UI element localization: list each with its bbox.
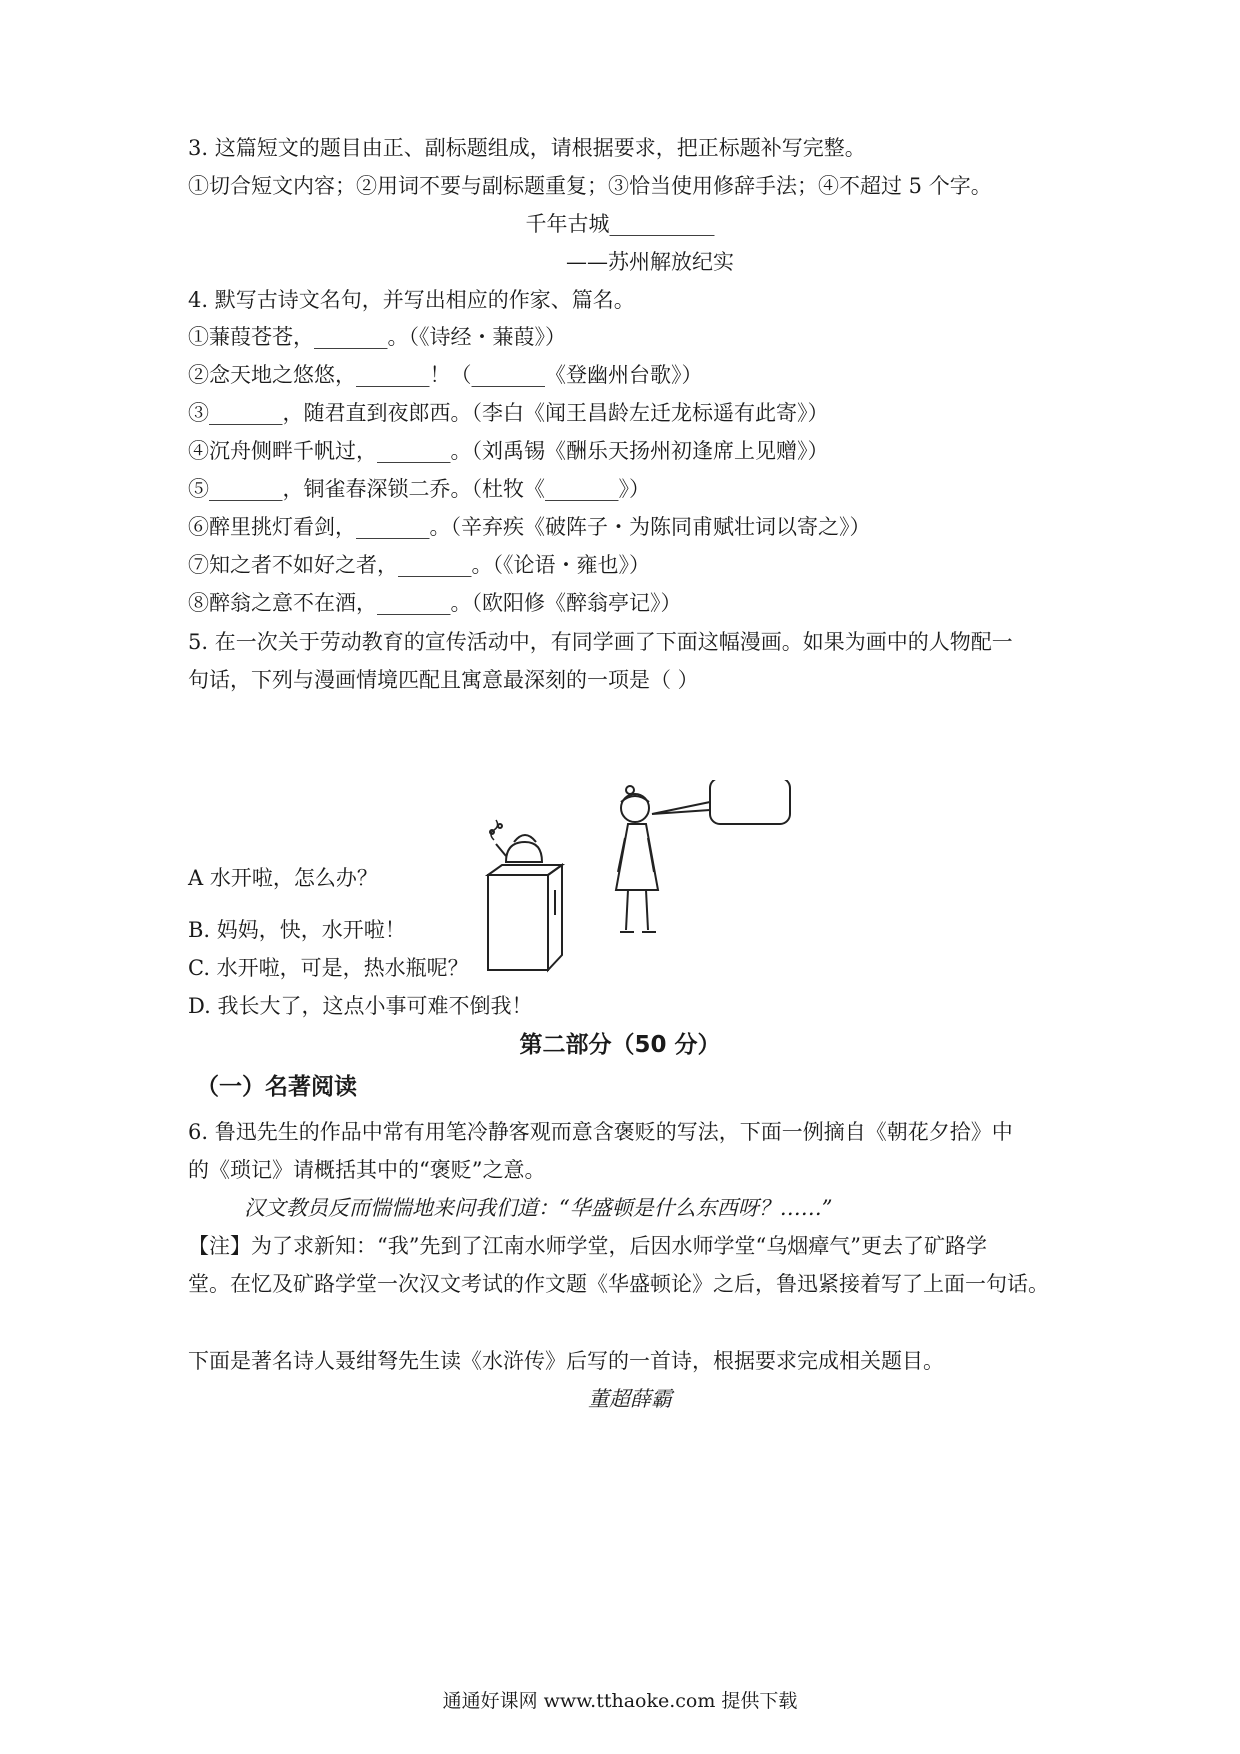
section-heading: （一）名著阅读 — [196, 1074, 357, 1100]
q5-option-a: A 水开啦，怎么办？ — [188, 866, 378, 890]
q4-item-5: ⑤_______，铜雀春深锁二乔。（杜牧《_______》） — [188, 477, 650, 501]
q6-line2: 的《琐记》请概括其中的“褒贬”之意。 — [188, 1158, 546, 1182]
kettle-icon — [490, 820, 542, 862]
part2-heading: 第二部分（50 分） — [519, 1032, 721, 1058]
q5-option-d: D. 我长大了，这点小事可难不倒我！ — [188, 994, 533, 1018]
q4-heading: 4. 默写古诗文名句，并写出相应的作家、篇名。 — [188, 288, 635, 312]
q6-line1: 6. 鲁迅先生的作品中常有用笔冷静客观而意含褒贬的写法，下面一例摘自《朝花夕拾》中 — [188, 1120, 1013, 1144]
q4-item-2: ②念天地之悠悠，_______！（_______《登幽州台歌》） — [188, 363, 703, 387]
q3-line2: ①切合短文内容；②用词不要与副标题重复；③恰当使用修辞手法；④不超过 5 个字。 — [188, 174, 992, 198]
q4-item-7: ⑦知之者不如好之者，_______。（《论语・雍也》） — [188, 553, 650, 577]
q4-item-6: ⑥醉里挑灯看剑，_______。（辛弃疾《破阵子・为陈同甫赋壮词以寄之》） — [188, 515, 871, 539]
q3-title: 千年古城__________ — [525, 212, 715, 236]
q4-item-8: ⑧醉翁之意不在酒，_______。（欧阳修《醉翁亭记》） — [188, 591, 682, 615]
footer-watermark: 通通好课网 www.tthaoke.com 提供下载 — [442, 1690, 798, 1712]
q4-item-3: ③_______，随君直到夜郎西。（李白《闻王昌龄左迁龙标遥有此寄》） — [188, 401, 829, 425]
q3-line1: 3. 这篇短文的题目由正、副标题组成，请根据要求，把正标题补写完整。 — [188, 136, 866, 160]
q6-note2: 堂。在忆及矿路学堂一次汉文考试的作文题《华盛顿论》之后，鲁迅紧接着写了上面一句话。 — [188, 1272, 1049, 1296]
q3-subtitle: ——苏州解放纪实 — [566, 250, 734, 274]
q4-item-4: ④沉舟侧畔千帆过，_______。（刘禹锡《酬乐天扬州初逢席上见赠》） — [188, 439, 829, 463]
poem-title: 董超薛霸 — [588, 1387, 672, 1411]
stove-cabinet — [488, 865, 562, 970]
q6-quote: 汉文教员反而惴惴地来问我们道：“华盛顿是什么东西呀？……” — [244, 1196, 833, 1220]
q5-option-b: B. 妈妈，快，水开啦！ — [188, 918, 406, 942]
girl-figure — [616, 786, 658, 932]
q4-item-1: ①蒹葭苍苍，_______。（《诗经・蒹葭》） — [188, 325, 566, 349]
poem-intro: 下面是著名诗人聂绀弩先生读《水浒传》后写的一首诗，根据要求完成相关题目。 — [188, 1349, 944, 1373]
comic-illustration — [470, 780, 800, 980]
q5-line1: 5. 在一次关于劳动教育的宣传活动中，有同学画了下面这幅漫画。如果为画中的人物配一 — [188, 630, 1013, 654]
speech-bubble — [652, 780, 790, 824]
q6-note1: 【注】为了求新知：“我”先到了江南水师学堂，后因水师学堂“乌烟瘴气”更去了矿路学 — [188, 1234, 987, 1258]
q5-option-c: C. 水开啦，可是，热水瓶呢？ — [188, 956, 469, 980]
q5-line2: 句话，下列与漫画情境匹配且寓意最深刻的一项是（ ） — [188, 668, 699, 692]
